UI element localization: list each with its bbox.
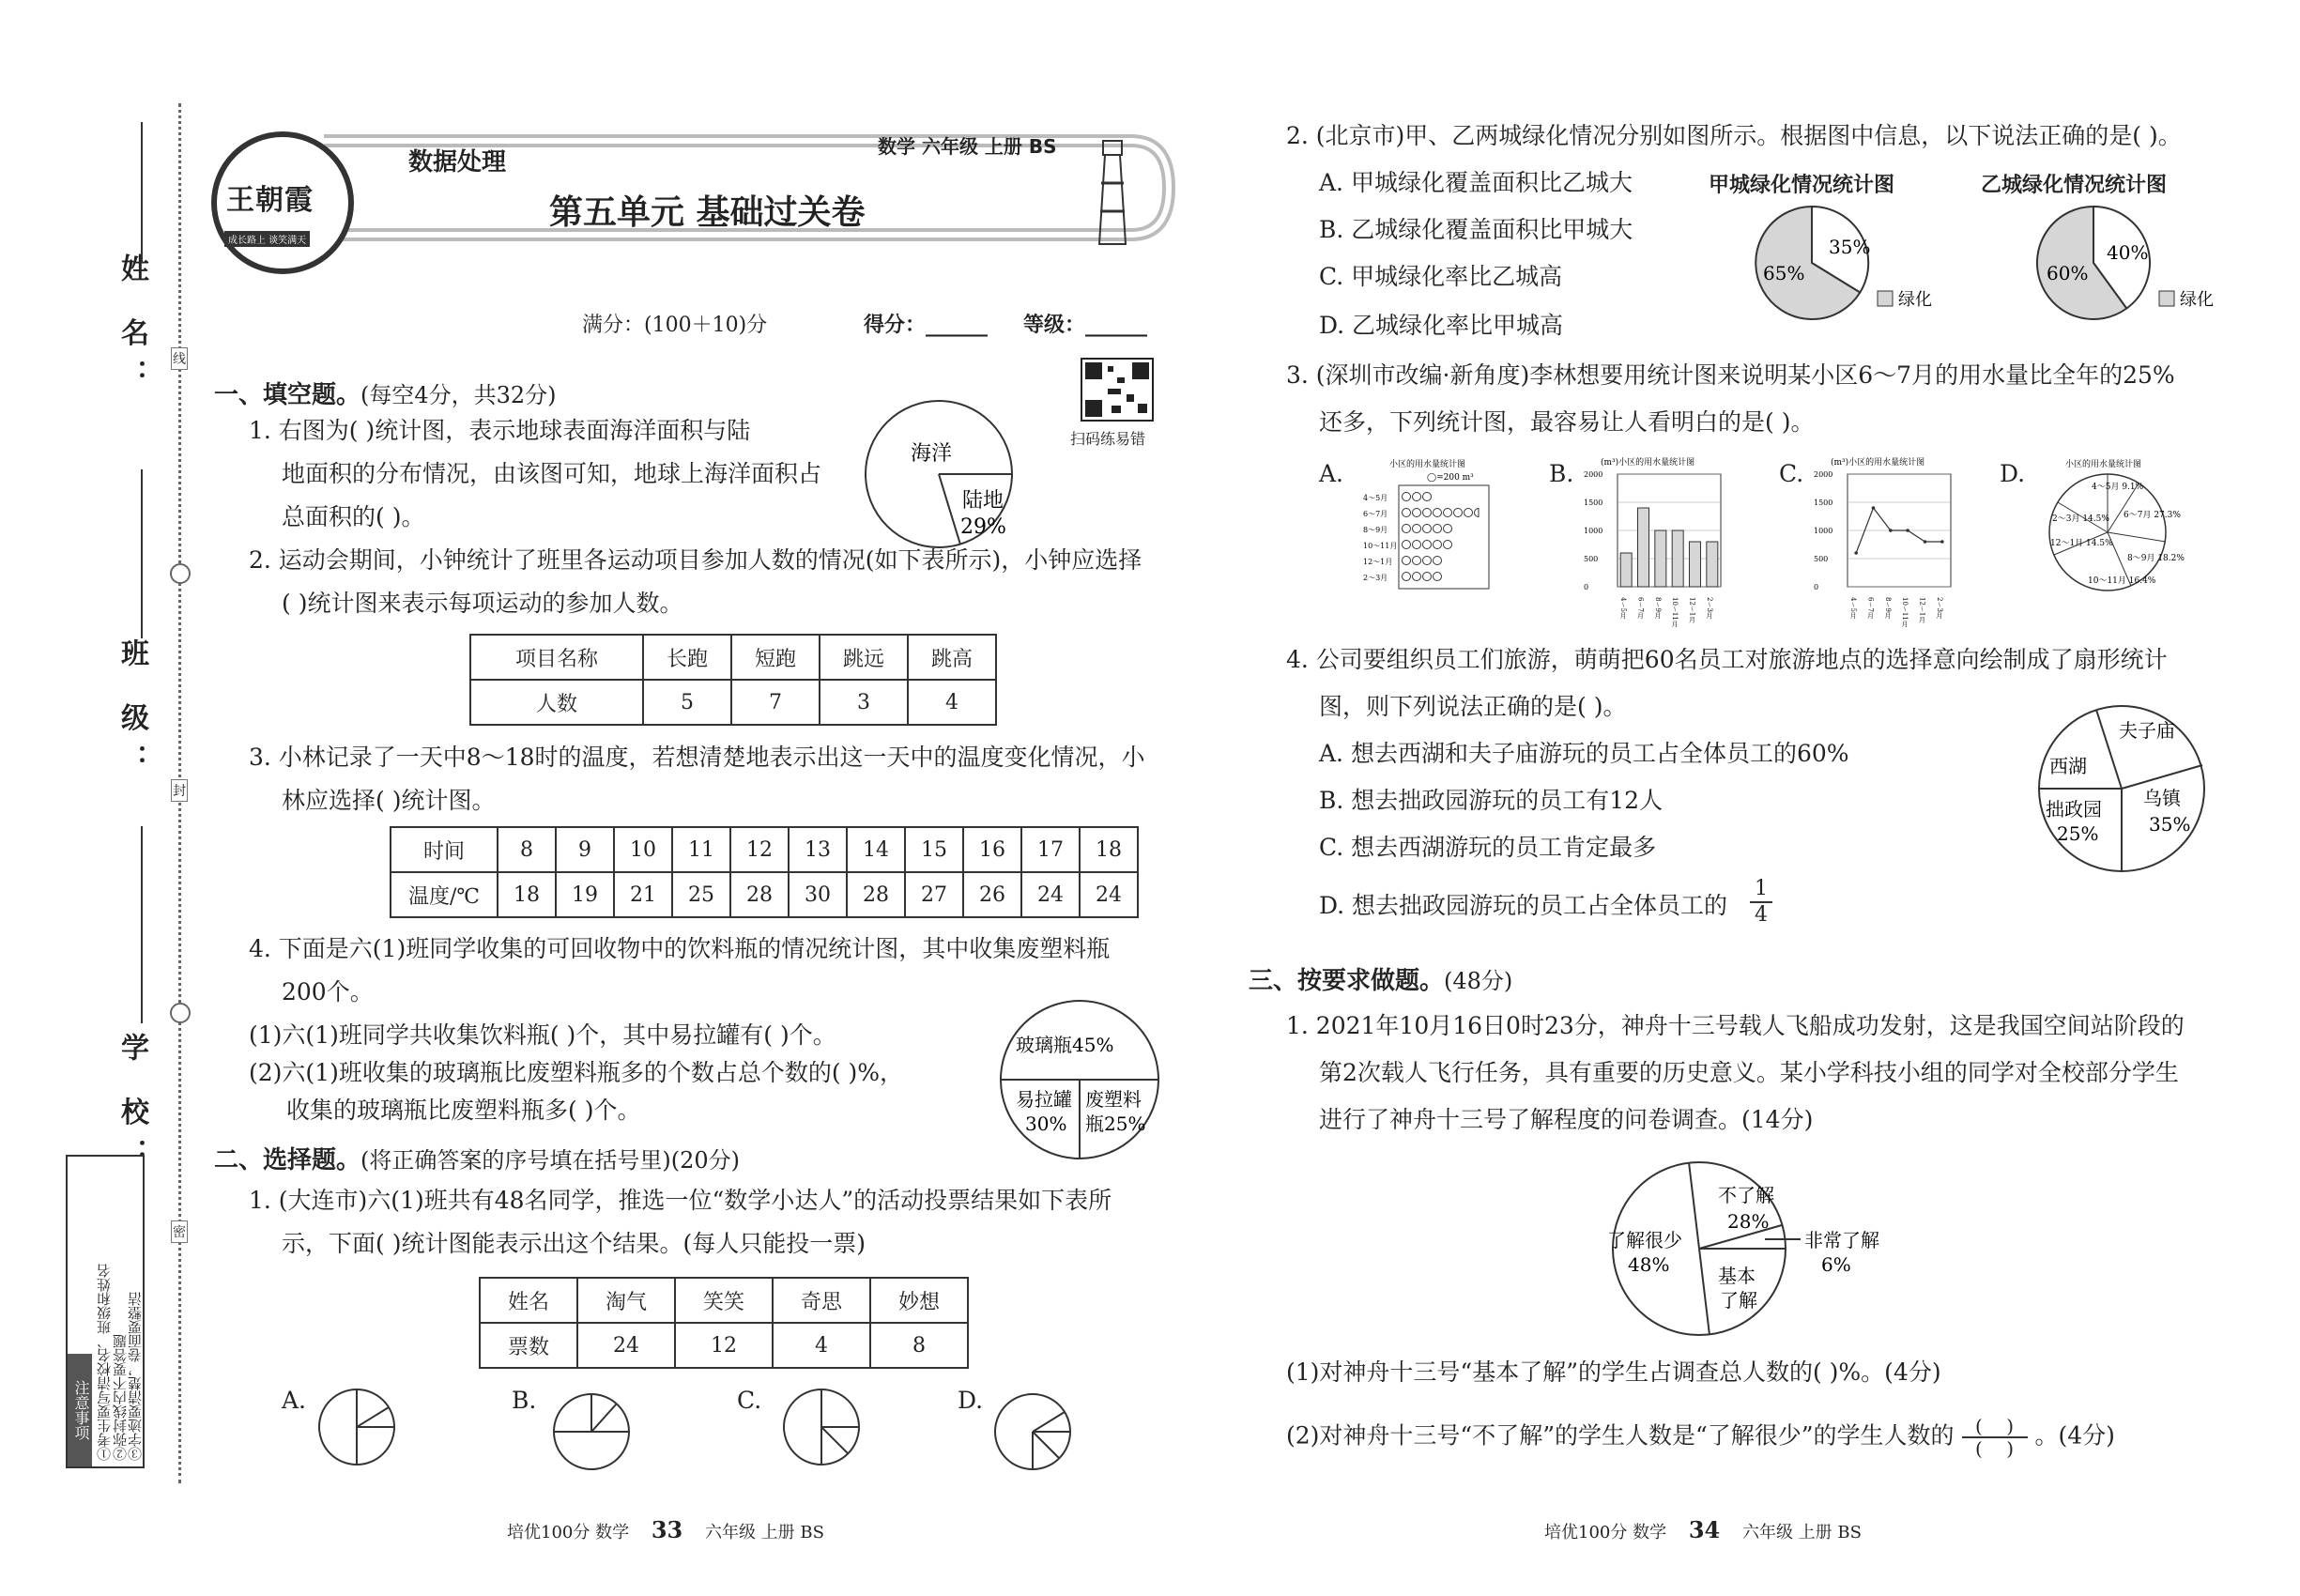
c1-option-a[interactable]: A. xyxy=(282,1387,307,1414)
notice-box xyxy=(66,1155,145,1468)
brand-slogan: 成长路上 谈笑满天 xyxy=(224,231,310,247)
c3-a-symbol xyxy=(1454,509,1463,517)
c1-line-1: 1. (大连市)六(1)班共有48名同学，推选一位“数学小达人”的活动投票结果如下表所 xyxy=(249,1187,1112,1214)
q3-temp-5: 30 xyxy=(789,872,847,917)
section-3-heading: 三、按要求做题。 xyxy=(1249,967,1445,995)
section-3-title xyxy=(1249,961,1512,996)
footer-left xyxy=(507,1516,824,1543)
c3_c-ytick-1: 1500 xyxy=(1814,499,1833,507)
c3_c-ytick-4: 0 xyxy=(1814,583,1819,591)
c3_c-xlabel-5: 2～3月 xyxy=(1935,597,1943,619)
q3-temp-3: 25 xyxy=(672,872,730,917)
table-row xyxy=(480,1323,968,1368)
c3_b-bar-4 xyxy=(1690,542,1701,587)
section-2-note: (将正确答案的序号填在括号里)(20分) xyxy=(360,1147,741,1174)
c3_c-ytick-3: 500 xyxy=(1814,555,1829,563)
notice-item-3: ③字迹要清楚，卷面要整洁 xyxy=(127,1292,144,1461)
brand-name: 王朝霞 xyxy=(226,184,314,217)
q3-row1-label: 时间 xyxy=(391,827,498,872)
c3_b-bar-2 xyxy=(1655,530,1666,587)
c1-row-label: 票数 xyxy=(480,1323,577,1368)
c3-a-symbol xyxy=(1413,509,1421,517)
c2-line-1: 2. (北京市)甲、乙两城绿化情况分别如图所示。根据图中信息，以下说法正确的是( )。 xyxy=(1286,122,2182,149)
c3-a-row-label-0: 4～5月 xyxy=(1363,494,1388,502)
c3-a-row-label-1: 6～7月 xyxy=(1363,510,1388,518)
c3_c-xlabel-4: 12～1月 xyxy=(1918,597,1926,623)
c3-a-symbol xyxy=(1464,509,1473,517)
q3-temp-9: 24 xyxy=(1021,872,1080,917)
c4-pie-zhuozhengyuan-pct: 25% xyxy=(2057,822,2099,845)
p1-q2-fraction-blank[interactable]: ( ) ( ) xyxy=(1962,1416,2028,1459)
section-3-note: (48分) xyxy=(1444,968,1513,994)
c3-a-symbol xyxy=(1444,541,1452,549)
c3-a-row-label-3: 10～11月 xyxy=(1363,542,1398,550)
c4-option-a[interactable]: A. 想去西湖和夫子庙游玩的员工占全体员工的60% xyxy=(1319,740,1849,767)
c3-a-symbol xyxy=(1413,557,1421,565)
c3_b-ytick-2: 1000 xyxy=(1584,527,1603,535)
page-title: 第五单元 基础过关卷 xyxy=(549,193,866,232)
q4-part-3: 收集的玻璃瓶比废塑料瓶多( )个。 xyxy=(286,1097,641,1124)
name-field[interactable] xyxy=(141,122,143,263)
c2-chart-b-title: 乙城绿化情况统计图 xyxy=(1981,174,2168,197)
c3-option-c[interactable]: C. xyxy=(1779,460,1804,487)
grade-field[interactable]: 等级：______ xyxy=(1023,314,1148,337)
c3_c-xlabel-1: 6～7月 xyxy=(1866,597,1875,619)
c4-line-2: 图，则下列说法正确的是( )。 xyxy=(1319,693,1627,720)
q1-ocean-label: 海洋 xyxy=(911,442,953,466)
q3-temp-8: 26 xyxy=(963,872,1021,917)
p1-pie-liaojiehenshao-pct: 48% xyxy=(1628,1253,1670,1276)
school-field[interactable] xyxy=(141,826,143,1023)
notice-item-2: ②弥封线内不要答题 xyxy=(112,1334,129,1461)
lighthouse-icon xyxy=(1084,127,1141,249)
cut-mark-seal: 封 xyxy=(171,779,188,802)
c3_c-ytick-2: 1000 xyxy=(1814,527,1833,535)
c1-header-3: 奇思 xyxy=(773,1278,870,1323)
q3-hour-9: 17 xyxy=(1021,827,1080,872)
c3-a-symbol xyxy=(1434,573,1442,581)
c3_c-xlabel-2: 8～9月 xyxy=(1883,597,1892,619)
p1-question-2 xyxy=(1286,1416,2115,1459)
c3-a-symbol xyxy=(1413,541,1421,549)
c3-d-label-5: 2～3月 14.5% xyxy=(2052,514,2109,524)
c3-option-b[interactable]: B. xyxy=(1549,460,1574,487)
q3-line-1: 3. 小林记录了一天中8～18时的温度，若想清楚地表示出这一天中的温度变化情况，小 xyxy=(249,744,1145,771)
c3-d-label-0: 4～5月 9.1% xyxy=(2092,483,2144,492)
q4-part-1: (1)六(1)班同学共收集饮料瓶( )个，其中易拉罐有( )个。 xyxy=(249,1021,836,1049)
c3_b-bar-0 xyxy=(1620,553,1632,587)
p1-pie-jibenliaojie-1: 基本 xyxy=(1718,1265,1756,1287)
c3-chart-c xyxy=(1812,455,1962,627)
q3-hour-4: 12 xyxy=(730,827,789,872)
q3-row2-label: 温度/℃ xyxy=(391,872,498,917)
q2-row-label: 人数 xyxy=(470,680,643,725)
q3-temp-2: 21 xyxy=(614,872,672,917)
score-got[interactable]: 得分：______ xyxy=(864,314,989,337)
q3-hour-8: 16 xyxy=(963,827,1021,872)
c4-line-1: 4. 公司要组织员工们旅游，萌萌把60名员工对旅游地点的选择意向绘制成了扇形统计 xyxy=(1286,646,2168,673)
q3-hour-3: 11 xyxy=(672,827,730,872)
c3-a-unit: ◯=200 m³ xyxy=(1427,473,1474,483)
q4-glass-label: 玻璃瓶45% xyxy=(1016,1034,1114,1056)
c3-d-title: 小区的用水量统计图 xyxy=(2065,460,2142,469)
q2-value-0: 5 xyxy=(643,680,731,725)
c3-a-row-label-5: 2～3月 xyxy=(1363,574,1388,582)
q2-table xyxy=(469,634,997,726)
c2-a-legend: 绿化 xyxy=(1898,290,1932,310)
q4-line-2: 200个。 xyxy=(282,978,374,1005)
section-1-heading: 一、填空题。 xyxy=(214,381,361,409)
c1-pie-b xyxy=(549,1389,634,1474)
p1-pie-feichangliaojie: 非常了解 xyxy=(1804,1229,1879,1251)
q2-header-2: 短跑 xyxy=(731,635,820,680)
p1-line-3: 进行了神舟十三号了解程度的问卷调查。(14分) xyxy=(1319,1106,1814,1133)
c3-line-2: 还多，下列统计图，最容易让人看明白的是( )。 xyxy=(1319,408,1815,436)
class-field[interactable] xyxy=(141,469,143,638)
q3-temp-4: 28 xyxy=(730,872,789,917)
c3-chart-b xyxy=(1582,455,1732,627)
p1-line-1: 1. 2021年10月16日0时23分，神舟十三号载人飞船成功发射，这是我国空间站阶段的 xyxy=(1286,1012,2185,1039)
q2-value-1: 7 xyxy=(731,680,820,725)
c4-pie-fuzimiao: 夫子庙 xyxy=(2119,719,2175,742)
p1-pie-jibenliaojie-2: 了解 xyxy=(1720,1289,1757,1312)
c3-a-symbol xyxy=(1434,557,1442,565)
c3-a-title: 小区的用水量统计图 xyxy=(1389,460,1466,469)
c3_c-xlabel-0: 4～5月 xyxy=(1849,597,1858,619)
q1-land-pct: 29% xyxy=(960,515,1006,539)
c2-option-d[interactable]: D. 乙城绿化率比甲城高 xyxy=(1319,312,1564,339)
c2-chart-b xyxy=(2028,197,2253,338)
c3_b-xlabel-5: 2～3月 xyxy=(1705,597,1713,619)
c3-d-label-1: 6～7月 27.3% xyxy=(2124,511,2181,520)
q1-land-label: 陆地 xyxy=(962,489,1004,513)
c1-value-2: 4 xyxy=(773,1323,870,1368)
c3-a-symbol xyxy=(1423,493,1432,501)
c4-pie-xihu: 西湖 xyxy=(2049,755,2087,777)
q3-temp-0: 18 xyxy=(498,872,556,917)
p1-pie-buliaojie-pct: 28% xyxy=(1727,1210,1770,1233)
c3_b-xlabel-1: 6～7月 xyxy=(1636,597,1645,619)
section-2-title xyxy=(214,1141,740,1175)
p1-survey-pie xyxy=(1596,1155,1934,1343)
school-label: 学 校： xyxy=(115,1033,148,1180)
qr-code-icon xyxy=(1080,357,1155,422)
c3_b-xlabel-2: 8～9月 xyxy=(1653,597,1662,619)
c3_b-xlabel-3: 10～11月 xyxy=(1671,597,1679,627)
c3_b-xlabel-4: 12～1月 xyxy=(1688,597,1696,623)
p1-pie-liaojiehenshao: 了解很少 xyxy=(1607,1229,1682,1251)
c3-a-symbol xyxy=(1413,525,1421,533)
brand-logo xyxy=(211,131,354,274)
c1-header-1: 淘气 xyxy=(577,1278,675,1323)
c3-a-symbol xyxy=(1434,509,1442,517)
c2-b-legend: 绿化 xyxy=(2180,290,2214,310)
c1-option-d[interactable]: D. xyxy=(958,1387,984,1414)
c3-chart-d xyxy=(2037,455,2185,596)
q2-header-4: 跳高 xyxy=(908,635,996,680)
q3-temp-6: 28 xyxy=(847,872,905,917)
q3-temp-1: 19 xyxy=(556,872,614,917)
c3-a-row-label-4: 12～1月 xyxy=(1363,558,1393,566)
q2-value-2: 3 xyxy=(820,680,908,725)
footer-left-book: 培优100分 数学 xyxy=(507,1523,630,1542)
q4-part-2: (2)六(1)班收集的玻璃瓶比废塑料瓶多的个数占总个数的( )%， xyxy=(249,1059,904,1086)
c2-chart-a-title: 甲城绿化情况统计图 xyxy=(1709,174,1895,197)
q2-header-0: 项目名称 xyxy=(470,635,643,680)
c3-a-symbol xyxy=(1423,541,1432,549)
q1-line-3: 总面积的( )。 xyxy=(282,503,425,530)
q3-hour-1: 9 xyxy=(556,827,614,872)
topic-label: 数据处理 xyxy=(408,148,507,176)
p1-line-2: 第2次载人飞行任务，具有重要的历史意义。某小学科技小组的同学对全校部分学生 xyxy=(1319,1059,2179,1086)
c3_b-ytick-3: 500 xyxy=(1584,555,1599,563)
footer-right-meta: 六年级 上册 BS xyxy=(1741,1523,1862,1542)
c3_b-ytick-4: 0 xyxy=(1584,583,1589,591)
c4-option-c[interactable]: C. 想去西湖游玩的员工肯定最多 xyxy=(1319,834,1657,861)
c3-a-symbol xyxy=(1403,541,1411,549)
c1-header-2: 笑笑 xyxy=(675,1278,773,1323)
table-row xyxy=(391,827,1138,872)
q3-hour-5: 13 xyxy=(789,827,847,872)
c2-a-small: 35% xyxy=(1829,236,1871,258)
footer-left-meta: 六年级 上册 BS xyxy=(704,1523,824,1542)
cut-mark-secret: 密 xyxy=(171,1220,188,1243)
class-label: 班 级： xyxy=(115,638,148,786)
c1-value-0: 24 xyxy=(577,1323,675,1368)
c4-travel-pie xyxy=(2032,699,2211,878)
c3-a-symbol xyxy=(1444,509,1452,517)
qr-code[interactable] xyxy=(1080,357,1155,422)
p1-question-1: (1)对神舟十三号“基本了解”的学生占调查总人数的( )%。(4分) xyxy=(1286,1358,1941,1386)
c4-frac-den: 4 xyxy=(1755,903,1768,927)
score-full: 满分：(100＋10)分 xyxy=(582,314,768,337)
c1-pie-d xyxy=(990,1389,1075,1474)
c3-b-title: (m³)小区的用水量统计图 xyxy=(1601,458,1695,468)
q4-line-1: 4. 下面是六(1)班同学收集的可回收物中的饮料瓶的情况统计图，其中收集废塑料瓶 xyxy=(249,935,1111,962)
q2-header-3: 跳远 xyxy=(820,635,908,680)
c3_b-bar-3 xyxy=(1672,530,1683,587)
q3-hour-0: 8 xyxy=(498,827,556,872)
q3-temp-10: 24 xyxy=(1080,872,1138,917)
c1-option-c[interactable]: C. xyxy=(737,1387,762,1414)
cut-dot-1 xyxy=(170,563,191,584)
c3-a-symbol xyxy=(1434,525,1442,533)
c3-a-row-label-2: 8～9月 xyxy=(1363,526,1388,534)
q4-plastic-label: 废塑料 xyxy=(1085,1088,1142,1111)
q4-plastic-pct: 瓶25% xyxy=(1085,1113,1146,1135)
c3-a-symbol xyxy=(1423,509,1432,517)
name-label: 姓 名： xyxy=(115,253,148,401)
c1-pie-a xyxy=(314,1385,399,1469)
notice-title: 注意事项 xyxy=(68,1354,92,1466)
c3-option-d[interactable]: D. xyxy=(2000,460,2026,487)
c3_c-xlabel-3: 10～11月 xyxy=(1901,597,1909,627)
header-meta: 数学 六年级 上册 BS xyxy=(878,135,1057,158)
q2-value-3: 4 xyxy=(908,680,996,725)
q3-hour-6: 14 xyxy=(847,827,905,872)
p1-question-2-text: (2)对神舟十三号“不了解”的学生人数是“了解很少”的学生人数的 xyxy=(1286,1421,1955,1450)
c3-a-symbol xyxy=(1423,557,1432,565)
c2-option-c[interactable]: C. 甲城绿化率比乙城高 xyxy=(1319,263,1563,290)
table-row xyxy=(470,635,996,680)
c4-option-b[interactable]: B. 想去拙政园游玩的员工有12人 xyxy=(1319,787,1664,814)
c3-a-symbol xyxy=(1434,541,1442,549)
c2-option-b[interactable]: B. 乙城绿化覆盖面积比甲城大 xyxy=(1319,216,1633,243)
q1-line-1: 1. 右图为( )统计图，表示地球表面海洋面积与陆 xyxy=(249,417,751,444)
footer-right xyxy=(1544,1516,1862,1543)
table-row xyxy=(480,1278,968,1323)
c3-a-symbol xyxy=(1423,525,1432,533)
c3-a-symbol xyxy=(1423,573,1432,581)
c3-d-label-3: 10～11月 16.4% xyxy=(2088,576,2156,586)
footer-right-page: 34 xyxy=(1688,1516,1721,1543)
c2-a-big: 65% xyxy=(1763,262,1805,284)
c1-header-4: 妙想 xyxy=(870,1278,968,1323)
p1-question-2-tail: 。(4分) xyxy=(2034,1421,2115,1450)
c3-c-title: (m³)小区的用水量统计图 xyxy=(1831,458,1925,468)
c3-a-symbol xyxy=(1444,525,1452,533)
q1-ocean-pie xyxy=(859,394,1019,554)
section-1-title xyxy=(214,376,557,410)
q3-hour-10: 18 xyxy=(1080,827,1138,872)
c2-chart-a xyxy=(1746,197,1971,338)
cut-mark-line: 线 xyxy=(171,347,188,370)
c3-line-1: 3. (深圳市改编·新角度)李林想要用统计图来说明某小区6～7月的用水量比全年的25% xyxy=(1286,361,2175,389)
c1-option-b[interactable]: B. xyxy=(512,1387,537,1414)
c4-pie-wuzhen-pct: 35% xyxy=(2149,813,2191,836)
c1-pie-c xyxy=(779,1385,864,1469)
section-1-note: (每空4分，共32分) xyxy=(360,382,557,408)
c4-option-d[interactable]: D. 想去拙政园游玩的员工占全体员工的 xyxy=(1319,892,1728,919)
c4-pie-wuzhen: 乌镇 xyxy=(2143,787,2181,809)
c3_b-xlabel-0: 4～5月 xyxy=(1619,597,1628,619)
p1-pie-buliaojie: 不了解 xyxy=(1718,1184,1774,1206)
q2-line-2: ( )统计图来表示每项运动的参加人数。 xyxy=(282,590,683,617)
c1-table xyxy=(479,1277,969,1369)
c3-option-a[interactable]: A. xyxy=(1319,460,1344,487)
c3-d-label-2: 8～9月 18.2% xyxy=(2127,554,2185,563)
q3-line-2: 林应选择( )统计图。 xyxy=(282,787,496,814)
footer-left-page: 33 xyxy=(651,1516,683,1543)
binding-strip xyxy=(0,0,202,1596)
c3-a-symbol xyxy=(1403,493,1411,501)
c1-header-0: 姓名 xyxy=(480,1278,577,1323)
q3-hour-2: 10 xyxy=(614,827,672,872)
q3-hour-7: 15 xyxy=(905,827,963,872)
qr-caption: 扫码练易错 xyxy=(1070,430,1146,448)
q2-header-1: 长跑 xyxy=(643,635,731,680)
c3-a-symbol-half xyxy=(1475,509,1480,517)
footer-right-book: 培优100分 数学 xyxy=(1544,1523,1667,1542)
c1-line-2: 示，下面( )统计图能表示出这个结果。(每人只能投一票) xyxy=(282,1230,866,1257)
c3-a-symbol xyxy=(1403,573,1411,581)
c3-a-symbol xyxy=(1403,509,1411,517)
c3_b-ytick-1: 1500 xyxy=(1584,499,1603,507)
c3-a-symbol xyxy=(1403,557,1411,565)
c3_c-ytick-0: 2000 xyxy=(1814,470,1833,479)
q1-line-2: 地面积的分布情况，由该图可知，地球上海洋面积占 xyxy=(282,460,822,487)
c1-value-3: 8 xyxy=(870,1323,968,1368)
q4-bottle-pie xyxy=(995,995,1164,1164)
c4-frac-num: 1 xyxy=(1750,877,1772,903)
c2-b-small: 40% xyxy=(2107,241,2149,264)
c2-option-a[interactable]: A. 甲城绿化覆盖面积比乙城大 xyxy=(1319,169,1633,196)
table-row xyxy=(391,872,1138,917)
header-banner xyxy=(211,131,1178,253)
c4-pie-zhuozhengyuan: 拙政园 xyxy=(2046,798,2102,821)
q4-can-pct: 30% xyxy=(1025,1113,1067,1135)
c3-a-symbol xyxy=(1403,525,1411,533)
c3-chart-a xyxy=(1361,455,1493,596)
cut-dot-2 xyxy=(170,1003,191,1023)
c3-d-label-4: 12～1月 14.5% xyxy=(2050,539,2113,548)
c3_b-ytick-0: 2000 xyxy=(1584,470,1603,479)
c3-a-symbol xyxy=(1413,493,1421,501)
c3_b-bar-5 xyxy=(1707,542,1718,587)
q3-table xyxy=(390,826,1139,918)
c2-b-big: 60% xyxy=(2047,262,2089,284)
table-row xyxy=(470,680,996,725)
notice-item-1: ①考生要写清校名、班级和姓名 xyxy=(96,1264,113,1461)
q4-can-label: 易拉罐 xyxy=(1016,1088,1072,1111)
q3-temp-7: 27 xyxy=(905,872,963,917)
c1-value-1: 12 xyxy=(675,1323,773,1368)
q2-line-1: 2. 运动会期间，小钟统计了班里各运动项目参加人数的情况(如下表所示)，小钟应选择 xyxy=(249,546,1142,574)
section-2-heading: 二、选择题。 xyxy=(214,1146,361,1174)
c3-a-symbol xyxy=(1413,573,1421,581)
c3_b-bar-1 xyxy=(1638,508,1649,587)
c4-fraction xyxy=(1750,877,1772,928)
p1-pie-feichangliaojie-pct: 6% xyxy=(1821,1253,1851,1276)
